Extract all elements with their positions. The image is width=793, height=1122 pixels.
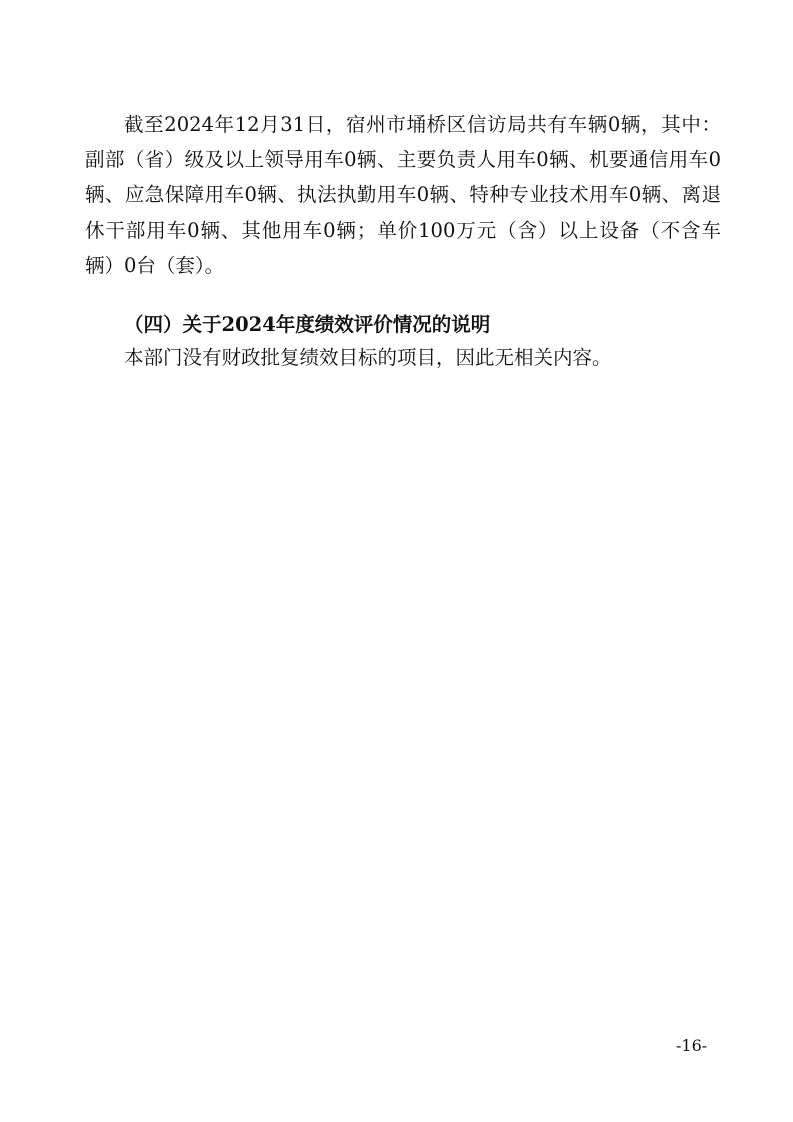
vehicle-summary-paragraph: 截至2024年12月31日，宿州市埇桥区信访局共有车辆0辆，其中：副部（省）级及以上领导用车0辆、主要负责人用车0辆、机要通信用车0辆、应急保障用车0辆、执法执勤用车0辆、特种专业技术用车0辆、离退休干部用车0辆、其他用车0辆；单价100万元（含）以上设备（不含车辆）0台（套）。 [85,113,721,277]
page-number: -16- [676,1036,708,1055]
performance-evaluation-heading: （四）关于2024年度绩效评价情况的说明 [124,313,491,336]
performance-evaluation-paragraph: 本部门没有财政批复绩效目标的项目，因此无相关内容。 [124,346,612,369]
